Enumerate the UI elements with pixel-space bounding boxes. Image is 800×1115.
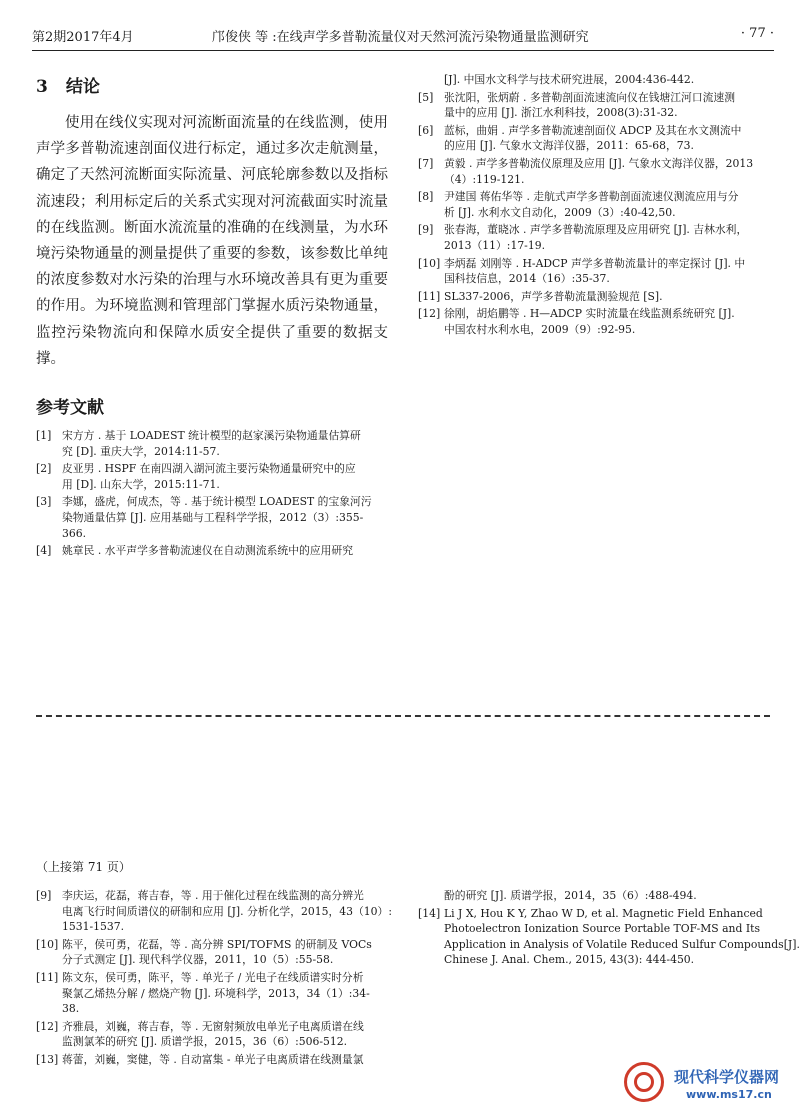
reference-item [36, 494, 392, 541]
reference-number: [6] [418, 123, 434, 137]
references-heading: 参考文献 [36, 398, 104, 418]
reference-number: [10] [418, 256, 441, 270]
reference-line: 聚氯乙烯热分解 / 燃烧产物 [J]. 环境科学，2013，34（1）:34- [62, 986, 370, 1000]
reference-line: 徐刚，胡焰鹏等 . H—ADCP 实时流量在线监测系统研究 [J]. [444, 307, 735, 321]
reference-number: [10] [36, 937, 59, 951]
reference-line: 李炳磊 刘刚等 . H-ADCP 声学多普勒流量计的率定探讨 [J]. 中 [444, 256, 746, 270]
reference-line: 366. [62, 526, 87, 540]
reference-item [418, 256, 776, 287]
section-number: 3 [36, 77, 48, 97]
reference-item [418, 888, 776, 904]
reference-line: SL337-2006，声学多普勒流量测验规范 [S]. [444, 289, 663, 303]
reference-text [444, 256, 776, 287]
reference-item [36, 970, 392, 1017]
reference-number: [9] [36, 889, 52, 902]
reference-item [36, 461, 392, 492]
reference-line: 黄毅 . 声学多普勒流仪原理及应用 [J]. 气象水文海洋仪器，2013 [444, 157, 754, 170]
reference-line: 酚的研究 [J]. 质谱学报，2014，35（6）:488-494. [444, 889, 697, 902]
reference-item [36, 888, 392, 935]
reference-item [418, 123, 776, 154]
reference-line: 的应用 [J]. 气象水文海洋仪器，2011：65-68，73. [444, 139, 694, 153]
watermark-title: 现代科学仪器网 [674, 1068, 780, 1086]
reference-text [62, 970, 392, 1017]
reference-line: Photoelectron Ionization Source Portable TOF-MS and Its [444, 922, 760, 936]
reference-number: [5] [418, 90, 434, 104]
reference-number: [9] [418, 223, 434, 237]
logo-circle-icon [624, 1062, 664, 1102]
reference-text [444, 222, 776, 253]
reference-line: 张春海，董晓冰 . 声学多普勒流原理及应用研究 [J]. 吉林水利， [444, 223, 748, 237]
reference-line: Li J X, Hou K Y, Zhao W D, et al. Magnetic Field Enhanced [444, 906, 763, 920]
reference-item [418, 906, 800, 968]
reference-item [36, 1052, 392, 1068]
reference-line: Chinese J. Anal. Chem., 2015, 43(3): 444-450. [444, 953, 695, 967]
reference-text [444, 123, 776, 154]
reference-text [444, 906, 800, 968]
reference-line: 蒋蕾，刘巍，窦健，等 . 自动富集 - 单光子电离质谱在线测量氯 [62, 1053, 364, 1066]
reference-item [418, 72, 776, 88]
reference-line: 宋方方 . 基于 LOADEST 统计模型的赵家溪污染物通量估算研 [62, 429, 361, 442]
running-header [32, 26, 774, 48]
reference-number: [7] [418, 157, 434, 170]
reference-line: 监测氯苯的研究 [J]. 质谱学报，2015，36（6）:506-512. [62, 1035, 348, 1049]
reference-number: [1] [36, 429, 52, 442]
reference-text [62, 937, 392, 968]
reference-number: [8] [418, 190, 434, 204]
reference-item [36, 428, 392, 459]
reference-line: 染物通量估算 [J]. 应用基础与工程科学学报，2012（3）:355- [62, 510, 364, 524]
reference-line: 蓝标，曲娟 . 声学多普勒流速剖面仪 ADCP 及其在水文测流中 [444, 123, 742, 137]
conclusion-paragraph: 使用在线仪实现对河流断面流量的在线监测，使用声学多普勒流速剖面仪进行标定，通过多次走航测量，确定了天然河流断面实际流量、河底轮廓参数以及指标流速段；利用标定后的关系式实现对河流截面实时流量的在线监测。断面水流流量的准确的在线测量，为水环境污染物通量的测量提供了重要的参数，该参数比单纯的浓度参数对水污染的治理与水环境改善具有更为重要的作用。为环境监测和管理部门掌握水质污染物通量，监控污染物流向和保障水质安全提供了重要的数据支撑。 [36, 115, 388, 367]
reference-item [418, 222, 776, 253]
reference-line: 量中的应用 [J]. 浙江水利科技，2008(3):31-32. [444, 106, 678, 120]
reference-line: 中国农村水利水电，2009（9）:92-95. [444, 322, 636, 336]
reference-text [62, 461, 392, 492]
reference-text [62, 1019, 392, 1050]
section-title: 结论 [65, 77, 100, 97]
reference-text [444, 888, 776, 904]
reference-text [62, 888, 392, 935]
reference-line: 分子式测定 [J]. 现代科学仪器，2011，10（5）:55-58. [62, 953, 334, 967]
watermark-url: www.ms17.cn [686, 1088, 772, 1101]
reference-line: 尹建国 蒋佑华等 . 走航式声学多普勒剖面流速仪测流应用与分 [444, 190, 739, 204]
dashed-divider [36, 715, 770, 717]
page-number: · 77 · [740, 26, 774, 41]
reference-number: [3] [36, 495, 52, 509]
reference-line: （4）:119-121. [444, 172, 525, 186]
reference-text [444, 306, 776, 337]
continued-from-label: （上接第 71 页） [36, 860, 131, 874]
reference-text [62, 428, 392, 459]
journal-issue: 第2期2017年4月 [32, 30, 134, 45]
reference-item [36, 937, 392, 968]
reference-line: 2013（11）:17-19. [444, 238, 546, 252]
reference-line: 究 [D]. 重庆大学，2014:11-57. [62, 444, 220, 458]
reference-number: [4] [36, 544, 52, 558]
reference-text [444, 90, 776, 121]
reference-text [444, 189, 776, 220]
reference-item [418, 90, 776, 121]
reference-item [418, 189, 776, 220]
reference-number: [11] [418, 289, 441, 303]
reference-number: [12] [418, 307, 441, 321]
reference-line: Application in Analysis of Volatile Reduced Sulfur Compounds[J]. [444, 937, 800, 951]
reference-text [62, 1052, 392, 1068]
reference-line: 1531-1537. [62, 920, 125, 934]
reference-item [36, 543, 392, 559]
reference-item [418, 306, 776, 337]
reference-item [36, 1019, 392, 1050]
reference-line: 皮亚男 . HSPF 在南四湖入湖河流主要污染物通量研究中的应 [62, 462, 356, 476]
reference-text [62, 543, 392, 559]
header-rule [32, 50, 774, 51]
reference-text [444, 72, 776, 88]
reference-line: 李娜，盛虎，何成杰，等 . 基于统计模型 LOADEST 的宝象河污 [62, 495, 372, 509]
reference-line: 陈文东，侯可勇，陈平，等 . 单光子 / 光电子在线质谱实时分析 [62, 971, 364, 984]
reference-line: 用 [D]. 山东大学，2015:11-71. [62, 477, 220, 491]
reference-item [418, 156, 776, 187]
reference-number: [2] [36, 462, 52, 476]
reference-line: 姚章民 . 水平声学多普勒流速仪在自动测流系统中的应用研究 [62, 544, 354, 558]
reference-line: 齐雅晨，刘巍，蒋吉春，等 . 无窗射频放电单光子电离质谱在线 [62, 1019, 364, 1033]
reference-line: 李庆运，花磊，蒋吉春，等 . 用于催化过程在线监测的高分辨光 [62, 889, 364, 902]
reference-line: 析 [J]. 水利水文自动化，2009（3）:40-42,50. [444, 205, 676, 219]
section-heading [36, 72, 100, 97]
reference-number: [13] [36, 1053, 59, 1066]
reference-line: [J]. 中国水文科学与技术研究进展，2004:436-442. [444, 73, 695, 86]
reference-line: 电离飞行时间质谱仪的研制和应用 [J]. 分析化学，2015，43（10）: [62, 904, 392, 918]
running-title: 邝俊侠 等 :在线声学多普勒流量仪对天然河流污染物通量监测研究 [212, 30, 589, 45]
watermark-logo [620, 1060, 796, 1112]
reference-line: 38. [62, 1002, 80, 1016]
reference-line: 张沈阳，张炳蔚 . 多普勒剖面流速流向仪在钱塘江河口流速测 [444, 90, 736, 104]
reference-text [444, 289, 776, 305]
reference-text [444, 156, 776, 187]
reference-line: 陈平，侯可勇，花磊，等 . 高分辨 SPI/TOFMS 的研制及 VOCs [62, 937, 372, 951]
reference-number: [12] [36, 1019, 59, 1033]
reference-number: [11] [36, 971, 59, 984]
reference-item [418, 289, 776, 305]
reference-line: 国科技信息，2014（16）:35-37. [444, 272, 610, 286]
reference-number: [14] [418, 906, 441, 920]
reference-text [62, 494, 392, 541]
